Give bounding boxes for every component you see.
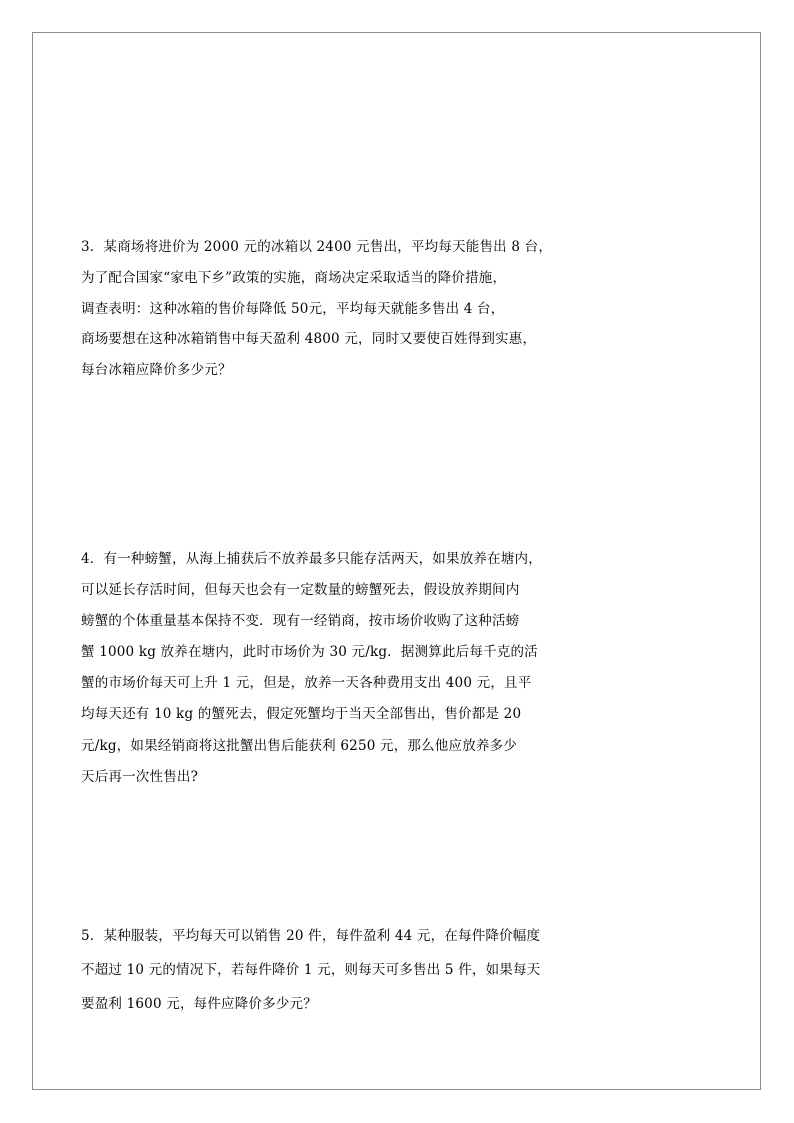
- problem-line: 螃蟹的个体重量基本保持不变．现有一经销商，按市场价收购了这种活螃: [81, 613, 520, 630]
- problem-5: [81, 919, 561, 1021]
- problem-line: 天后再一次性售出?: [81, 768, 199, 785]
- problem-line: 每台冰箱应降价多少元？: [81, 362, 232, 379]
- problem-4: [81, 544, 561, 793]
- problem-line: 4．有一种螃蟹，从海上捕获后不放养最多只能存活两天，如果放养在塘内，: [81, 551, 542, 567]
- problem-line: 5．某种服装，平均每天可以销售 20 件，每件盈利 44 元，在每件降价幅度: [81, 928, 541, 944]
- problem-line: 不超过 10 元的情况下，若每件降价 1 元，则每天可多售出 5 件，如果每天: [81, 962, 541, 978]
- problem-line: 为了配合国家“家电下乡”政策的实施，商场决定采取适当的降价措施，: [81, 269, 507, 286]
- problem-line: 均每天还有 10 kg 的蟹死去，假定死蟹均于当天全部售出，售价都是 20: [81, 706, 522, 723]
- problem-line: 3．某商场将进价为 2000 元的冰箱以 2400 元售出，平均每天能售出 8 台，: [81, 239, 553, 255]
- problem-line: 要盈利 1600 元，每件应降价多少元？: [81, 996, 317, 1012]
- problem-line: 蟹 1000 kg 放养在塘内，此时市场价为 30 元/kg．据测算此后每千克的活: [81, 644, 538, 661]
- problem-line: 元/kg，如果经销商将这批蟹出售后能获利 6250 元，那么他应放养多少: [81, 737, 518, 754]
- problem-line: 调查表明：这种冰箱的售价每降低 50元，平均每天就能多售出 4 台，: [81, 300, 505, 317]
- problem-line: 商场要想在这种冰箱销售中每天盈利 4800 元，同时又要使百姓得到实惠，: [81, 331, 537, 348]
- problem-line: 可以延长存活时间，但每天也会有一定数量的螃蟹死去，假设放养期间内: [81, 582, 520, 599]
- problem-3: [81, 232, 561, 386]
- problem-line: 蟹的市场价每天可上升 1 元，但是，放养一天各种费用支出 400 元，且平: [81, 675, 532, 692]
